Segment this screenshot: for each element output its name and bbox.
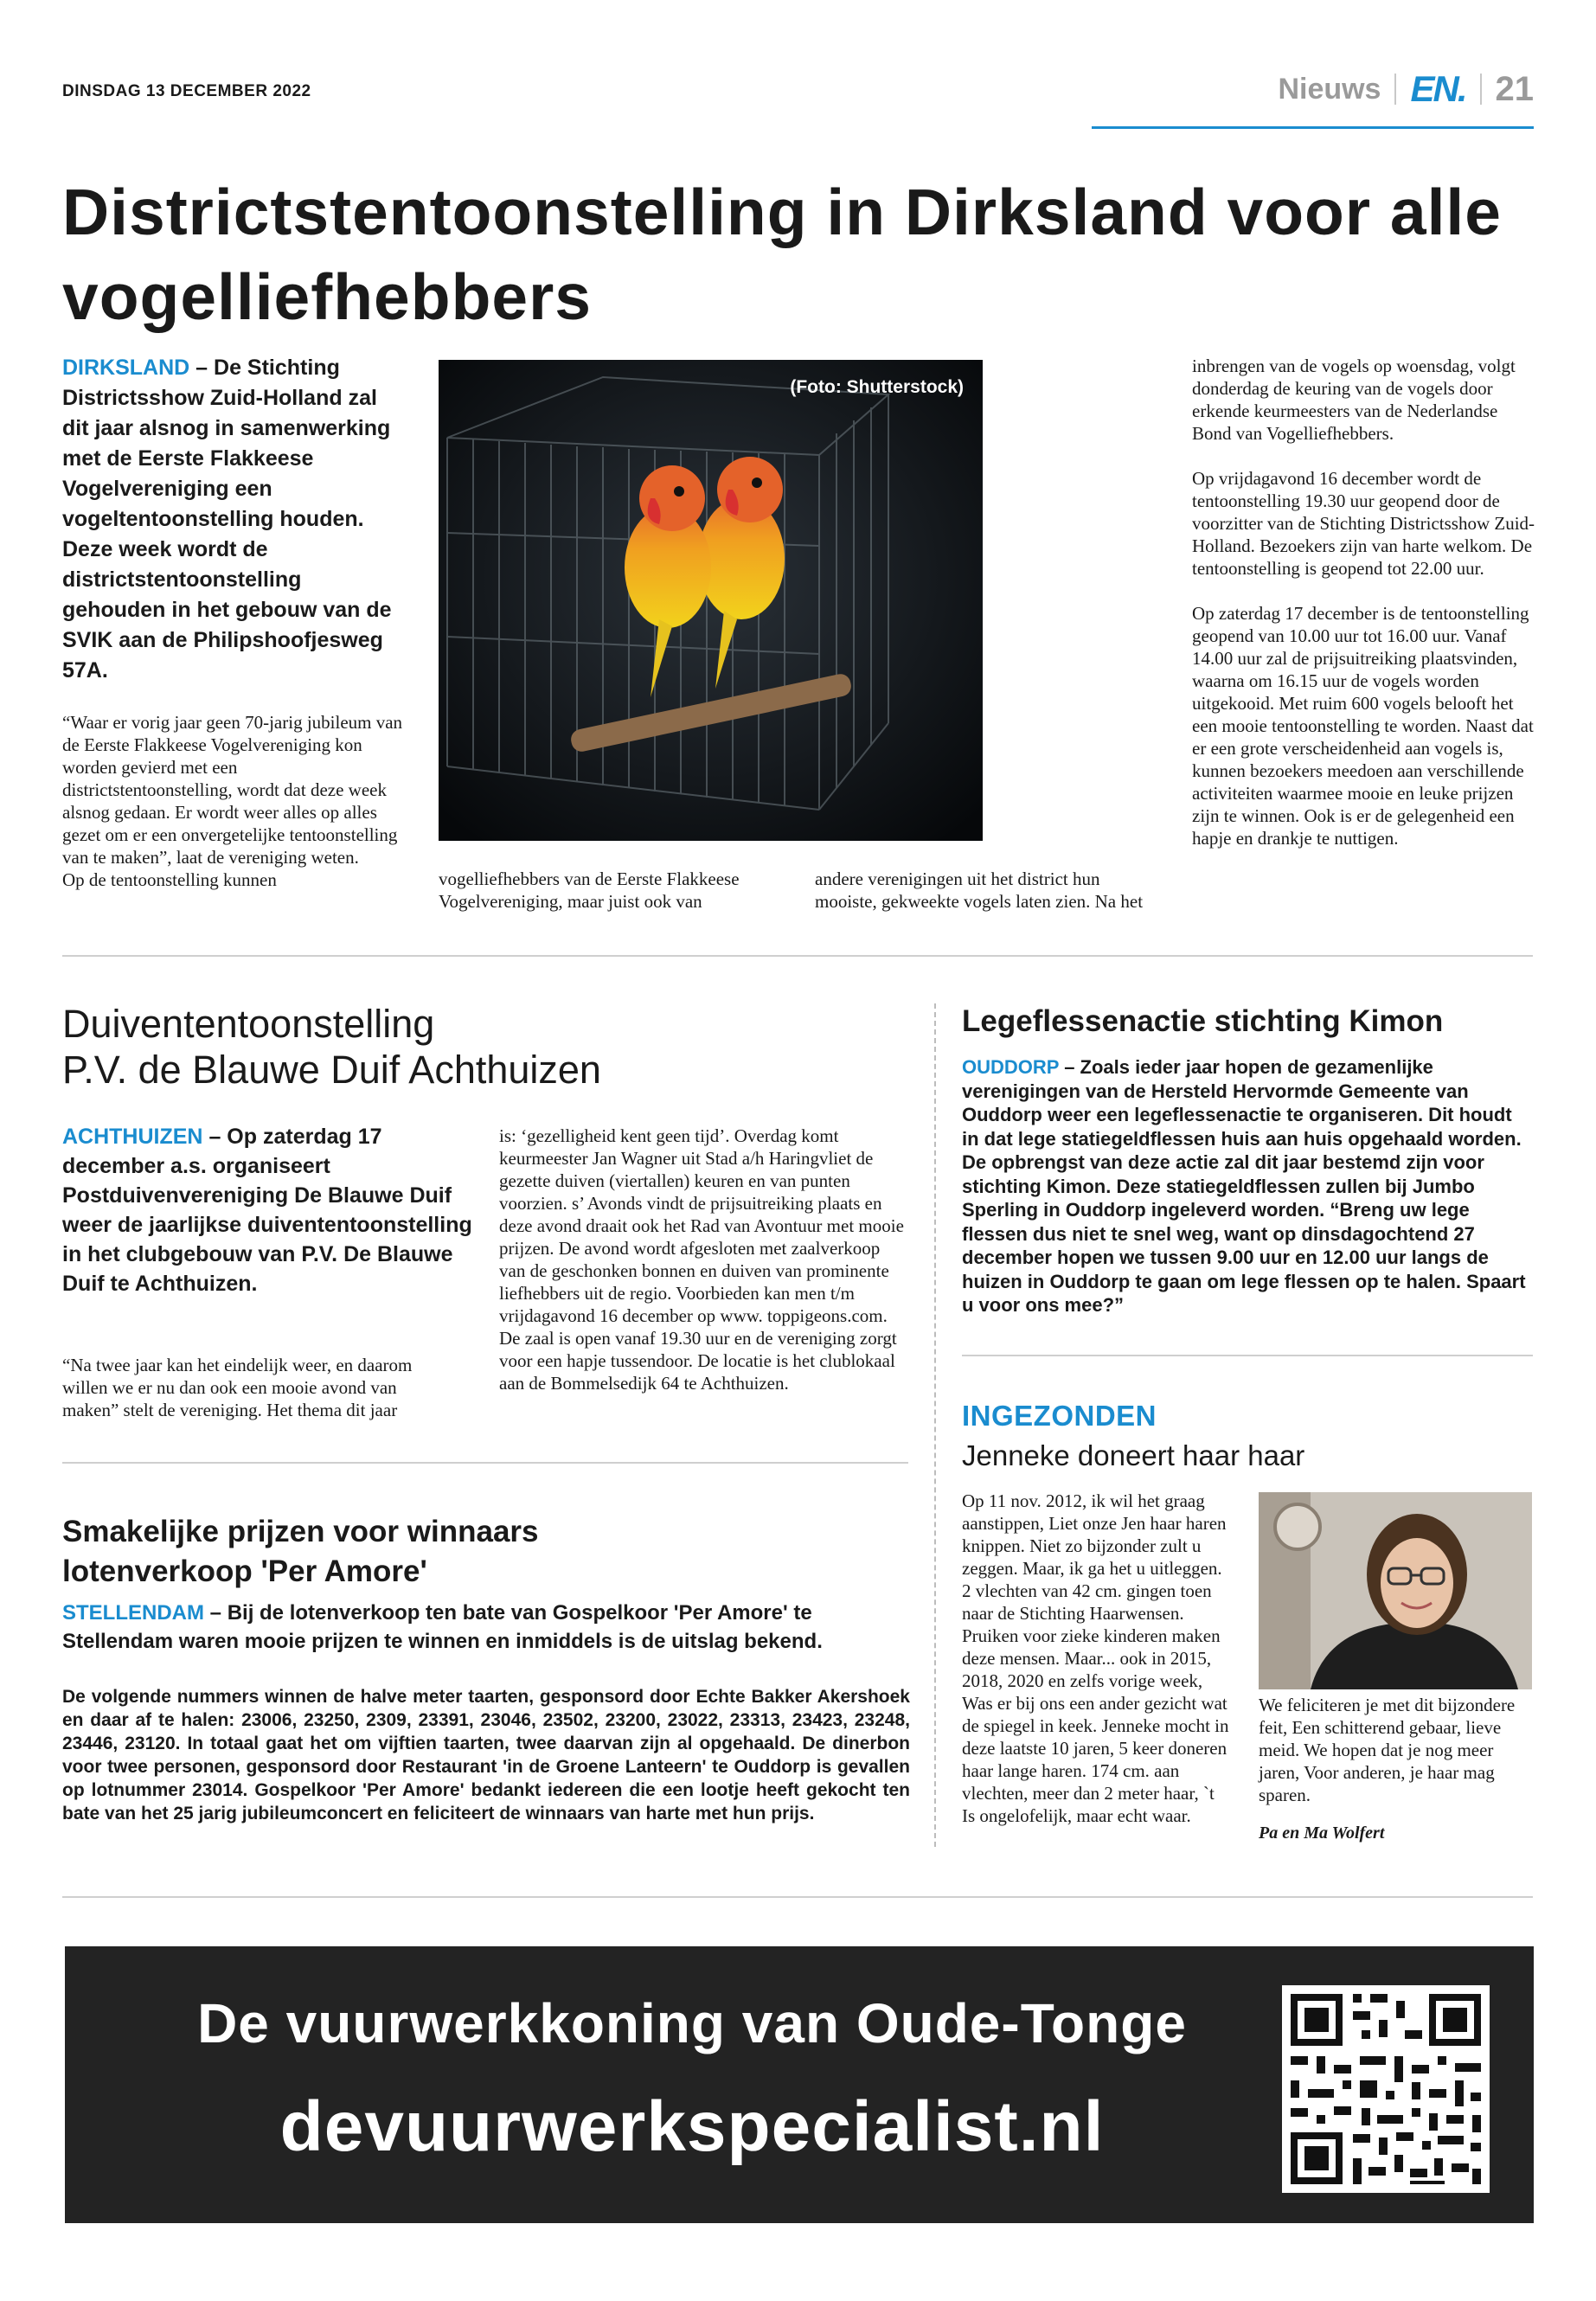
headline-line: Smakelijke prijzen voor winnaars: [62, 1515, 539, 1548]
main-article-col3: andere verenigingen uit het district hun mooiste, gekweekte vogels laten zien. Na het: [815, 868, 1144, 912]
ingezonden-label: INGEZONDEN: [962, 1400, 1157, 1432]
paragraph: Op vrijdagavond 16 december wordt de tentoonstelling 19.30 uur geopend door de voorzitter van de Stichting Districtsshow Zuid-Holland. Bezoekers zijn van harte welkom. De tentoonstelling is geopend tot 22.00 uur.: [1192, 468, 1535, 579]
section-divider: [962, 1355, 1533, 1356]
duiven-col1: “Na twee jaar kan het eindelijk weer, en daarom willen we er nu dan ook een mooie avond van maken” stelt de vereniging. Het thema dit jaar: [62, 1355, 413, 1420]
kimon-body: [962, 1055, 1533, 1317]
loten-headline: [62, 1512, 927, 1592]
cage-birds-image: [439, 360, 983, 841]
headline-line: lotenverkoop 'Per Amore': [62, 1554, 427, 1588]
duiven-headline: [62, 1001, 927, 1093]
qr-code-icon[interactable]: [1282, 1985, 1490, 2193]
header-divider: [1480, 74, 1482, 105]
section-divider: [62, 955, 1533, 957]
section-divider: [62, 1896, 1533, 1898]
duiven-lead: [62, 1122, 486, 1298]
jenneke-portrait: [1259, 1492, 1532, 1689]
qr-code: [1282, 1985, 1490, 2193]
ingezonden-caption: We feliciteren je met dit bijzondere feit, Een schitterend gebaar, lieve meid. We hopen dat je nog meer jaren, Voor anderen, je haar mag sparen.: [1259, 1695, 1516, 1805]
section-divider: [62, 1462, 908, 1464]
duiven-col2: is: ‘gezelligheid kent geen tijd’. Overdag komt keurmeester Jan Wagner uit Stad a/h Haringvliet de gezette duiven (viertallen) keuren en van punten voorzien. s’ Avonds vindt de prijsuitreiking plaats en deze avond draait ook het Rad van Avontuur met mooie prijzen. De avond wordt afgesloten met zaalverkoop van de geschonken bonnen en duiven van prominente liefhebbers uit de regio. Voorbieden kan men t/m vrijdagavond 16 december op www. toppigeons.com. De zaal is open vanaf 19.30 uur en de vereniging zorgt voor een hapje tussendoor. De locatie is het clublokaal aan de Bommelsedijk 64 te Achthuizen.: [499, 1125, 904, 1394]
dateline: DIRKSLAND: [62, 356, 190, 380]
main-article-col4: [1192, 355, 1536, 872]
vuurwerk-advertisement[interactable]: [65, 1946, 1534, 2223]
main-article-lead: [62, 353, 400, 686]
lead-text: – Bij de lotenverkoop ten bate van Gospelkoor 'Per Amore' te Stellendam waren mooie prijzen te winnen en inmiddels is de uitslag bekend.: [62, 1601, 823, 1653]
loten-body: De volgende nummers winnen de halve meter taarten, gesponsord door Echte Bakker Akershoek en daar af te halen: 23006, 23250, 2309, 23391, 23046, 23502, 23200, 23022, 23313, 23423, 23248, 23446, 23120. In totaal gaat het om vijftien taarten, twee daarvan zijn al opgehaald. De dinerbon voor twee personen, gesponsord door Restaurant 'in de Groene Lanteern' te Ouddorp is gevallen op lotnummer 23014. Gospelkoor 'Per Amore' bedankt iedereen die een lootje heeft gekocht ten bate van het 25 jarig jubileumconcert en feliciteert de winnaars van harte met hun prijs.: [62, 1687, 910, 1823]
dateline: STELLENDAM: [62, 1601, 204, 1625]
paragraph: inbrengen van de vogels op woensdag, volgt donderdag de keuring van de vogels door erkende keurmeesters van de Nederlandse Bond van Vogelliefhebbers.: [1192, 356, 1516, 444]
kimon-headline: Legeflessenactie stichting Kimon: [962, 1004, 1444, 1038]
header-divider: [1394, 74, 1396, 105]
publication-logo: EN.: [1410, 68, 1466, 109]
loten-lead: [62, 1599, 919, 1656]
main-article-col2: vogelliefhebbers van de Eerste Flakkeese Vogelvereniging, maar juist ook van: [439, 868, 740, 912]
dateline: OUDDORP: [962, 1056, 1060, 1078]
header-rule: [1092, 126, 1534, 129]
page-number: 21: [1495, 69, 1534, 108]
paragraph: Op zaterdag 17 december is de tentoonstelling geopend van 10.00 uur tot 16.00 uur. Vanaf 14.00 uur zal de prijsuitreiking plaatsvinden, waarna om 16.15 uur de vogels worden uitgekooid. Met ruim 600 vogels belooft het een mooie tentoonstelling te worden. Naast dat er een grote verscheidenheid aan vogels is, kunnen bezoekers meedoen aan verschillende activiteiten waarmee mooie en leuke prijzen zijn te winnen. Ook is er de gelegenheid een hapje en drankje te nuttigen.: [1192, 603, 1534, 849]
ad-website-link[interactable]: devuurwerkspecialist.nl: [279, 2087, 1105, 2166]
dateline: ACHTHUIZEN: [62, 1125, 203, 1149]
signature: Pa en Ma Wolfert: [1259, 1823, 1385, 1843]
ad-tagline: De vuurwerkkoning van Oude-Tonge: [197, 1992, 1187, 2054]
main-article-col1: “Waar er vorig jaar geen 70-jarig jubileum van de Eerste Flakkeese Vogelvereniging kon worden gevierd met een districtstentoonstelling, wordt dat deze week alsnog gedaan. Er wordt weer alles op alles gezet om er een onvergetelijke tentoonstelling van te maken”, laat de vereniging weten. Op de tentoonstelling kunnen: [62, 712, 403, 890]
portrait-image: [1259, 1492, 1532, 1689]
section-name: Nieuws: [1278, 72, 1381, 106]
lead-text: – Op zaterdag 17 december a.s. organiseert Postduivenvereniging De Blauwe Duif weer de jaarlijkse duivententoonstelling in het clubgebouw van P.V. De Blauwe Duif te Achthuizen.: [62, 1125, 472, 1296]
main-headline: Districtstentoonstelling in Dirksland voor alle vogelliefhebbers: [62, 176, 1502, 333]
lead-text: – De Stichting Districtsshow Zuid-Holland zal dit jaar alsnog in samenwerking met de Eerste Flakkeese Vogelvereniging een vogeltentoonstelling houden. Deze week wordt de districtstentoonstelling gehouden in het gebouw van de SVIK aan de Philipshoofjesweg 57A.: [62, 356, 392, 683]
photo-credit: (Foto: Shutterstock): [790, 377, 964, 397]
ingezonden-poem: Op 11 nov. 2012, ik wil het graag aanstippen, Liet onze Jen haar haren knippen. Niet zo bijzonder zult u zeggen. Maar, ik ga het u uitleggen. 2 vlechten van 42 cm. gingen toen naar de Stichting Haarwensen. Pruiken voor zieke kinderen maken deze mensen. Maar... ook in 2015, 2018, 2020 en zelfs vorige week, Was er bij ons een ander gezicht wat de spiegel in keek. Jenneke mocht in deze laatste 10 jaren, 5 keer doneren haar lange haren. 174 cm. aan vlechten, meer dan 2 meter haar, `t Is ongelofelijk, maar echt waar.: [962, 1490, 1229, 1826]
page-header: [1278, 67, 1534, 111]
headline-line: Duivententoonstelling: [62, 1002, 435, 1046]
headline-line: P.V. de Blauwe Duif Achthuizen: [62, 1048, 601, 1092]
body-text: – Zoals ieder jaar hopen de gezamenlijke verenigingen van de Hersteld Hervormde Gemeente van Ouddorp weer een legeflessenactie te organiseren. Dit houdt in dat lege statiegeldflessen huis aan huis opgehaald worden. De opbrengst van deze actie zal dit jaar bestemd zijn voor stichting Kimon. Deze statiegeldflessen zullen bij Jumbo Sperling in Ouddorp ingeleverd worden. “Breng uw lege flessen dus niet te snel weg, want op dinsdagochtend 27 december hopen we tussen 9.00 uur en 12.00 uur langs de huizen in Ouddorp te gaan om lege flessen op te halen. Spaart u voor ons mee?”: [962, 1056, 1526, 1316]
issue-date: DINSDAG 13 DECEMBER 2022: [62, 82, 311, 100]
lovebirds-photo: [439, 360, 983, 841]
column-divider: [934, 1003, 936, 1847]
ingezonden-headline: Jenneke doneert haar haar: [962, 1439, 1305, 1471]
